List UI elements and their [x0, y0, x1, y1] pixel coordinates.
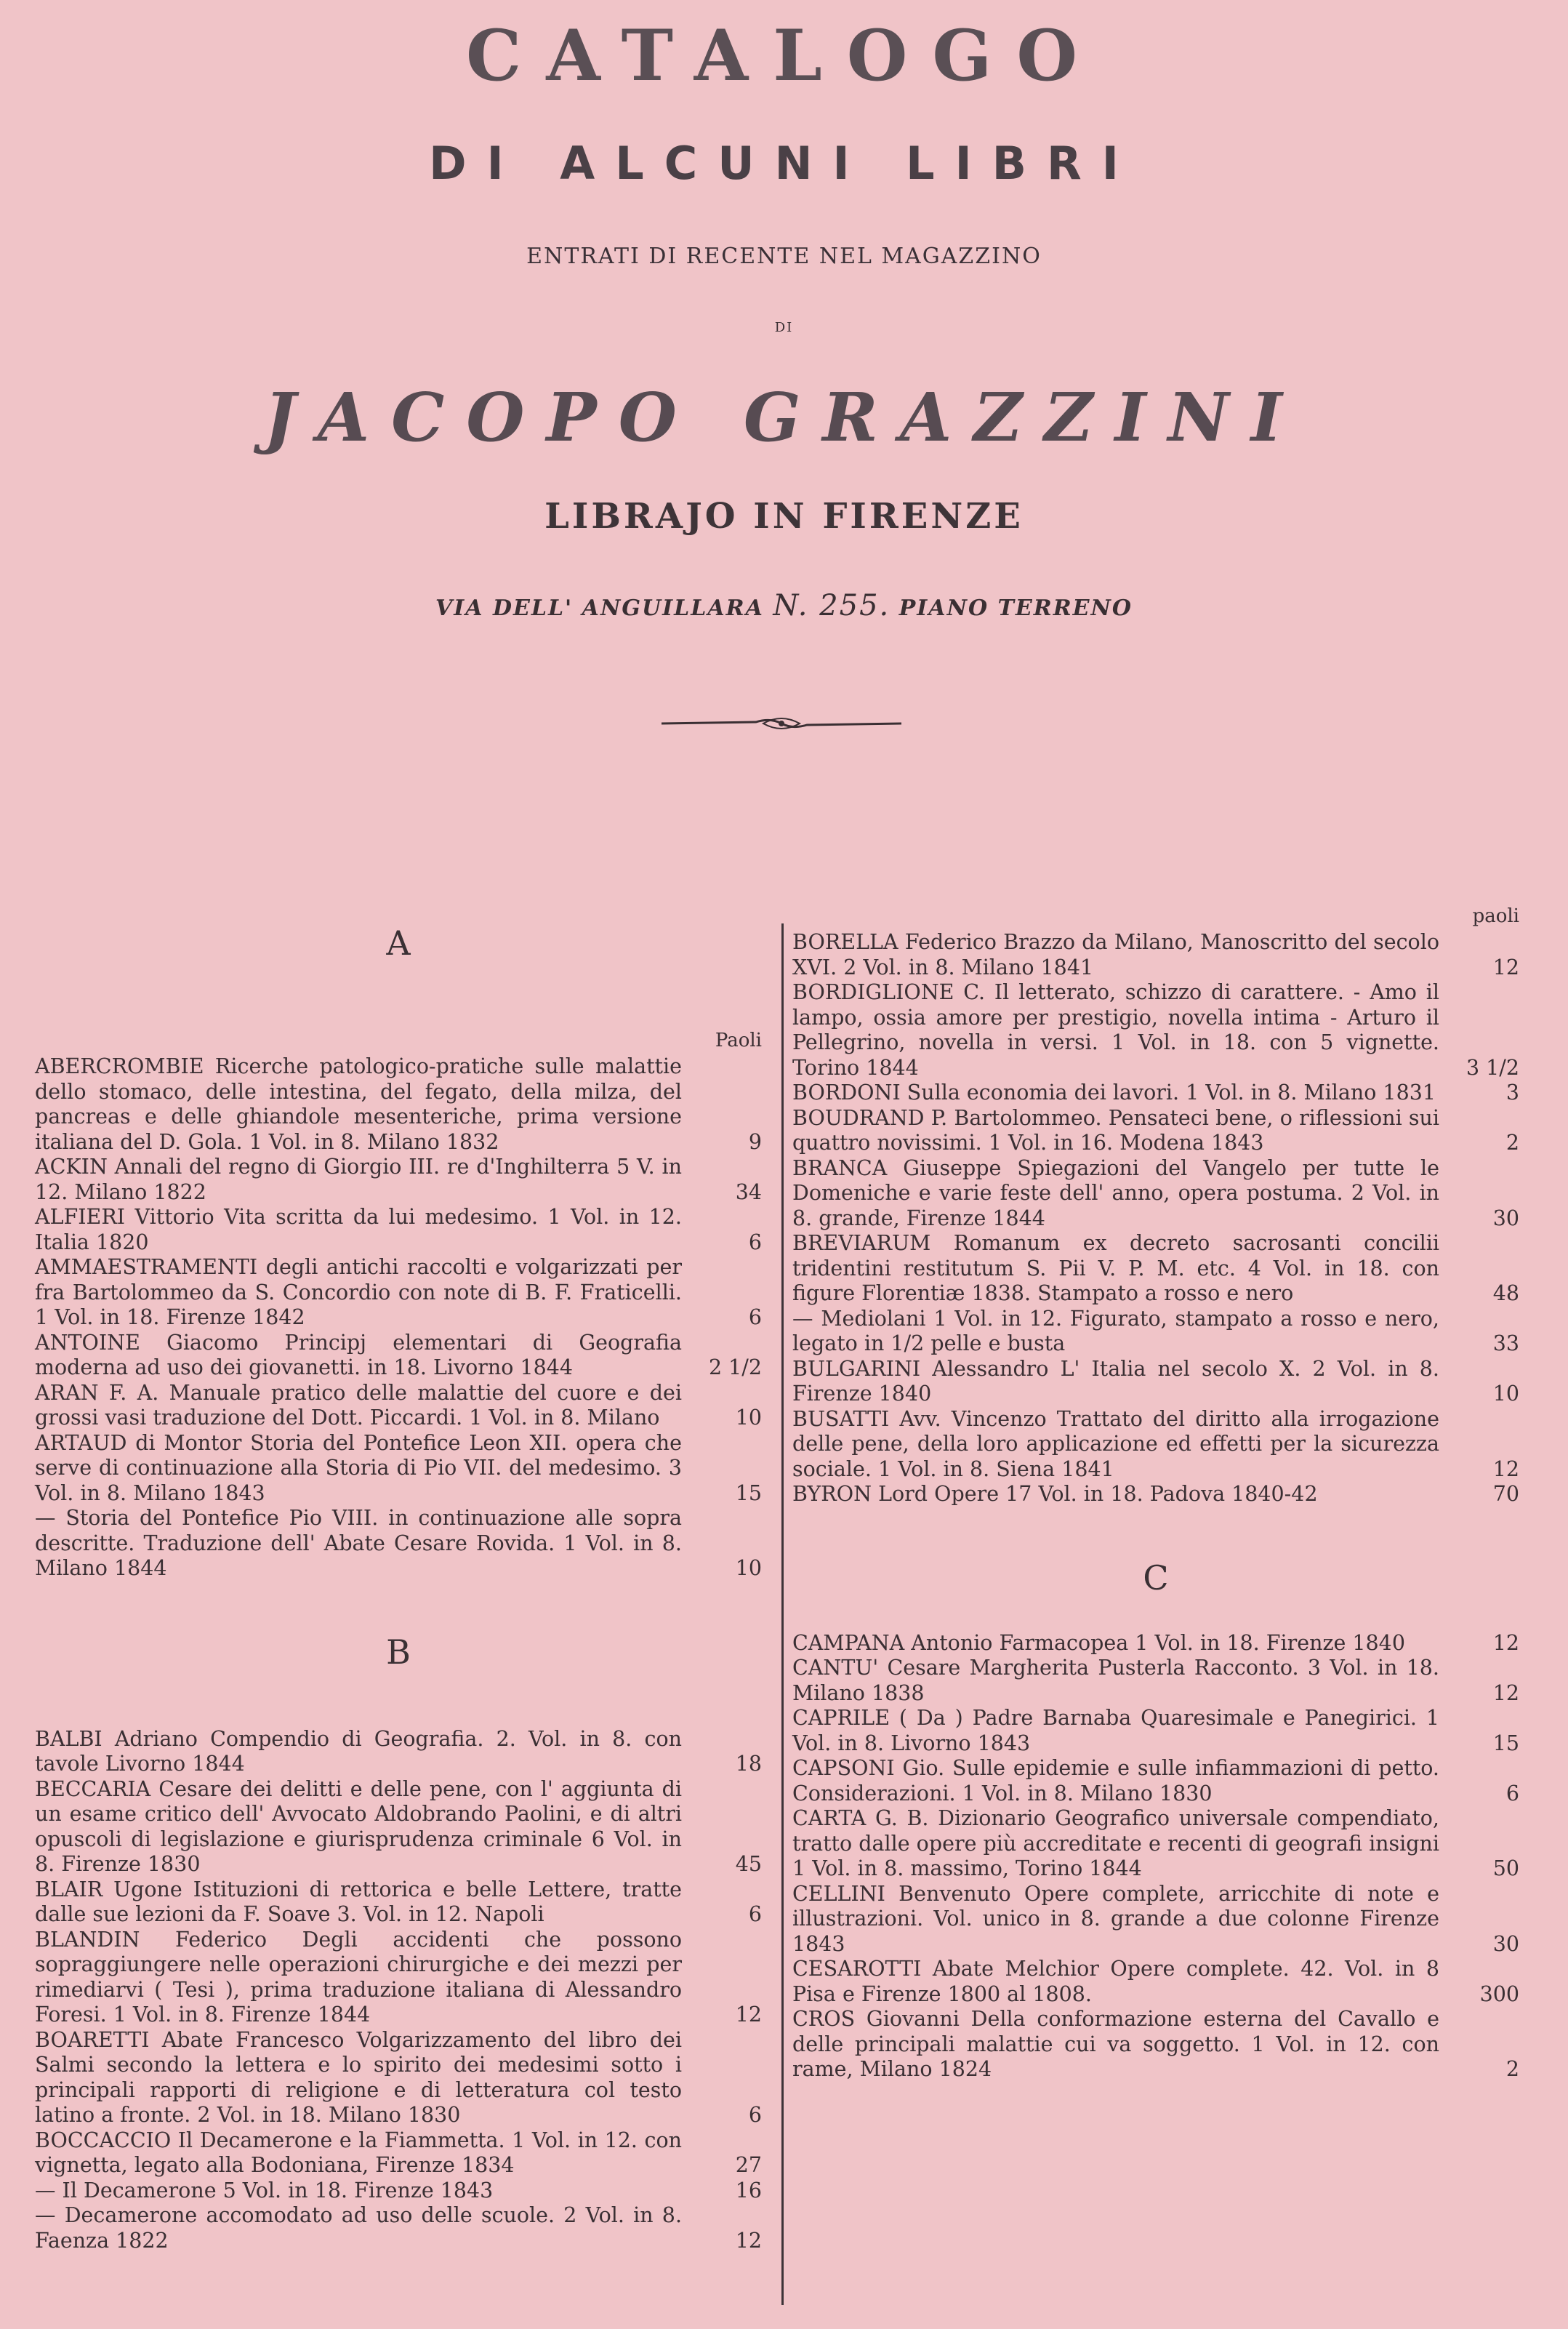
catalog-entry	[35, 1777, 762, 1877]
price-header: Paoli	[715, 1030, 762, 1051]
entry-text: BULGARINI Alessandro L' Italia nel secolo X. 2 Vol. in 8. Firenze 1840	[792, 1356, 1439, 1406]
entry-text: BORDONI Sulla economia dei lavori. 1 Vol. in 8. Milano 1831	[792, 1081, 1436, 1105]
catalog-entry	[792, 1106, 1519, 1156]
entry-price: 33	[1492, 1331, 1519, 1355]
catalog-entry	[792, 1806, 1519, 1882]
entry-price: 30	[1492, 1206, 1519, 1230]
catalog-entry	[792, 1756, 1519, 1806]
entry-price: 34	[735, 1179, 762, 1204]
entries-a	[35, 1054, 762, 1582]
section-letter-c: C	[1143, 1558, 1169, 1598]
catalog-entry	[35, 1205, 762, 1255]
entries-c	[792, 1631, 1519, 2083]
catalog-entry	[35, 2178, 762, 2204]
catalog-entry	[792, 1656, 1519, 1706]
address-floor: PIANO TERRENO	[898, 596, 1133, 621]
catalog-entry	[792, 1882, 1519, 1957]
entry-price: 12	[1492, 1630, 1519, 1655]
catalog-title: CATALOGO	[465, 15, 1103, 97]
entry-price: 9	[748, 1129, 762, 1154]
entry-text: CESAROTTI Abate Melchior Opere complete. 42. Vol. in 8 Pisa e Firenze 1800 al 1808.	[792, 1957, 1439, 2006]
bookseller-name: JACOPO GRAZZINI	[264, 378, 1304, 457]
entry-text: BYRON Lord Opere 17 Vol. in 18. Padova 1840-42	[792, 1482, 1318, 1506]
entry-text: — Storia del Pontefice Pio VIII. in continuazione alle sopra descritte. Traduzione dell' Abate Cesare Rovida. 1 Vol. in 8. Milano 1844	[35, 1506, 682, 1580]
entry-price: 6	[748, 1230, 762, 1254]
left-column	[35, 923, 762, 2253]
entry-text: ARAN F. A. Manuale pratico delle malattie del cuore e dei grossi vasi traduzione del Dott. Piccardi. 1 Vol. in 8. Milano	[35, 1380, 682, 1430]
entry-price: 12	[1492, 1680, 1519, 1705]
entries-b-continued	[792, 930, 1519, 1507]
entry-price: 70	[1492, 1482, 1519, 1506]
catalog-entry	[35, 1506, 762, 1582]
catalog-entry	[792, 1631, 1519, 1656]
catalog-subtitle: DI ALCUNI LIBRI	[429, 137, 1139, 190]
right-column	[792, 905, 1519, 2083]
entry-price: 15	[735, 1480, 762, 1505]
entry-text: BRANCA Giuseppe Spiegazioni del Vangelo per tutte le Domeniche e varie feste dell' anno, opera postuma. 2 Vol. in 8. grande, Firenze 1844	[792, 1155, 1439, 1230]
catalog-entry	[35, 1255, 762, 1331]
entry-price: 30	[1492, 1931, 1519, 1956]
catalog-entry	[35, 1155, 762, 1205]
bookseller-profession: LIBRAJO IN FIRENZE	[544, 496, 1024, 537]
catalog-entry	[792, 1357, 1519, 1407]
intro-di: DI	[774, 320, 794, 335]
ornament-divider	[662, 709, 901, 738]
catalog-entry	[35, 1877, 762, 1928]
catalog-entry	[792, 1307, 1519, 1357]
entry-text: BORDIGLIONE C. Il letterato, schizzo di carattere. - Amo il lampo, ossia amore per prestigio, novella intima - Arturo il Pellegrino, novella in versi. 1 Vol. in 18. con 5 vignette. Torino 1844	[792, 980, 1439, 1080]
entry-price: 10	[735, 1406, 762, 1430]
entry-text: CAPRILE ( Da ) Padre Barnaba Quaresimale e Panegirici. 1 Vol. in 8. Livorno 1843	[792, 1706, 1439, 1755]
entry-text: BORELLA Federico Brazzo da Milano, Manoscritto del secolo XVI. 2 Vol. in 8. Milano 1841	[792, 930, 1439, 979]
catalog-entry	[35, 1331, 762, 1381]
entry-price: 48	[1492, 1281, 1519, 1305]
entry-text: CAMPANA Antonio Farmacopea 1 Vol. in 18. Firenze 1840	[792, 1630, 1405, 1655]
section-letter-b: B	[386, 1632, 411, 1672]
entry-price: 6	[748, 1305, 762, 1329]
entry-text: ARTAUD di Montor Storia del Pontefice Leon XII. opera che serve di continuazione alla Storia di Pio VII. del medesimo. 3 Vol. in 8. Milano 1843	[35, 1430, 682, 1505]
entry-text: ABERCROMBIE Ricerche patologico-pratiche sulle malattie dello stomaco, delle intestina, del fegato, della milza, del pancreas e delle ghiandole mesenteriche, prima versione italiana del D. Gola. 1 Vol. in 8. Milano 1832	[35, 1054, 682, 1154]
catalog-entry	[35, 2203, 762, 2253]
address-number: N. 255.	[773, 589, 890, 622]
entry-text: CARTA G. B. Dizionario Geografico universale compendiato, tratto dalle opere più accreditate e recenti di geografi insigni 1 Vol. in 8. massimo, Torino 1844	[792, 1806, 1439, 1880]
entry-price: 6	[748, 2103, 762, 2127]
catalog-entry	[792, 1231, 1519, 1307]
entry-text: CELLINI Benvenuto Opere complete, arricchite di note e illustrazioni. Vol. unico in 8. grande a due colonne Firenze 1843	[792, 1881, 1439, 1956]
catalog-entry	[792, 1156, 1519, 1232]
entry-price: 12	[1492, 1456, 1519, 1481]
entry-text: ANTOINE Giacomo Principj elementari di Geografia moderna ad uso dei giovanetti. in 18. Livorno 1844	[35, 1330, 682, 1379]
entry-text: BLAIR Ugone Istituzioni di rettorica e belle Lettere, tratte dalle sue lezioni da F. Soave 3. Vol. in 12. Napoli	[35, 1877, 682, 1926]
entry-price: 27	[735, 2153, 762, 2177]
entry-text: BUSATTI Avv. Vincenzo Trattato del diritto alla irrogazione delle pene, della loro applicazione ed effetti per la sicurezza sociale. 1 Vol. in 8. Siena 1841	[792, 1406, 1439, 1481]
entry-price: 6	[1505, 1781, 1519, 1805]
price-header-right: paoli	[1472, 905, 1519, 927]
entry-price: 18	[735, 1752, 762, 1776]
section-letter-a: A	[386, 923, 411, 963]
entry-text: ACKIN Annali del regno di Giorgio III. re d'Inghilterra 5 V. in 12. Milano 1822	[35, 1155, 682, 1204]
entry-price: 15	[1492, 1731, 1519, 1755]
entry-text: CANTU' Cesare Margherita Pusterla Racconto. 3 Vol. in 18. Milano 1838	[792, 1656, 1439, 1705]
entry-price: 2	[1505, 2057, 1519, 2081]
catalog-entry	[35, 1054, 762, 1155]
entry-price: 12	[1492, 955, 1519, 979]
entry-price: 300	[1479, 1981, 1519, 2006]
entry-text: BALBI Adriano Compendio di Geografia. 2. Vol. in 8. con tavole Livorno 1844	[35, 1726, 682, 1776]
entry-text: CAPSONI Gio. Sulle epidemie e sulle infiammazioni di petto. Considerazioni. 1 Vol. in 8. Milano 1830	[792, 1756, 1439, 1805]
entry-text: BOUDRAND P. Bartolommeo. Pensateci bene, o riflessioni sui quattro novissimi. 1 Vol. in 16. Modena 1843	[792, 1105, 1439, 1155]
catalog-entry	[792, 1957, 1519, 2007]
entries-b	[35, 1727, 762, 2254]
entry-text: CROS Giovanni Della conformazione esterna del Cavallo e delle principali malattie cui va soggetto. 1 Vol. in 12. con rame, Milano 1824	[792, 2007, 1439, 2081]
catalog-entry	[792, 930, 1519, 980]
entry-price: 3	[1505, 1081, 1519, 1105]
entry-text: BOARETTI Abate Francesco Volgarizzamento del libro dei Salmi secondo la lettera e lo spirito dei medesimi sotto i principali rapporti di religione e di letteratura col testo latino a fronte. 2 Vol. in 18. Milano 1830	[35, 2027, 682, 2127]
catalog-entry	[792, 980, 1519, 1081]
address-street: VIA DELL' ANGUILLARA	[435, 596, 764, 621]
entry-price: 12	[735, 2228, 762, 2253]
entry-text: BOCCACCIO Il Decamerone e la Fiammetta. 1 Vol. in 12. con vignetta, legato alla Bodoniana, Firenze 1834	[35, 2128, 682, 2177]
catalog-entry	[792, 2007, 1519, 2083]
entry-text: BLANDIN Federico Degli accidenti che possono sopraggiungere nelle operazioni chirurgiche e dei mezzi per rimediarvi ( Tesi ), prima traduzione italiana di Alessandro Foresi. 1 Vol. in 8. Firenze 1844	[35, 1927, 682, 2027]
entry-text: ALFIERI Vittorio Vita scritta da lui medesimo. 1 Vol. in 12. Italia 1820	[35, 1205, 682, 1254]
catalog-entry	[35, 2028, 762, 2128]
entry-price: 6	[748, 1902, 762, 1926]
catalog-entry	[792, 1706, 1519, 1756]
entry-price: 2	[1505, 1131, 1519, 1155]
entry-price: 3 1/2	[1466, 1055, 1519, 1080]
entry-price: 12	[735, 2003, 762, 2027]
entry-text: BECCARIA Cesare dei delitti e delle pene, con l' aggiunta di un esame critico dell' Avvocato Aldobrando Paolini, e di altri opuscoli di legislazione e giurisprudenza criminale 6 Vol. in 8. Firenze 1830	[35, 1776, 682, 1876]
entry-price: 2 1/2	[708, 1355, 762, 1379]
catalog-entry	[35, 1928, 762, 2028]
column-divider	[781, 923, 784, 2305]
catalog-entry	[35, 1431, 762, 1507]
entry-text: AMMAESTRAMENTI degli antichi raccolti e volgarizzati per fra Bartolommeo da S. Concordio con note di B. F. Fraticelli. 1 Vol. in 18. Firenze 1842	[35, 1255, 682, 1329]
catalog-entry	[35, 1381, 762, 1431]
entry-text: — Decamerone accomodato ad uso delle scuole. 2 Vol. in 8. Faenza 1822	[35, 2203, 682, 2253]
intro-line: ENTRATI DI RECENTE NEL MAGAZZINO	[526, 244, 1042, 269]
catalog-entry	[792, 1081, 1519, 1106]
entry-price: 50	[1492, 1856, 1519, 1880]
entry-text: — Il Decamerone 5 Vol. in 18. Firenze 1843	[35, 2178, 494, 2202]
entry-price: 10	[735, 1556, 762, 1580]
entry-price: 16	[735, 2178, 762, 2202]
entry-text: BREVIARUM Romanum ex decreto sacrosanti concilii tridentini restitutum S. Pii V. P. M. etc. 4 Vol. in 18. con figure Florentiæ 1838. Stampato a rosso e nero	[792, 1231, 1439, 1305]
catalog-entry	[35, 1727, 762, 1777]
catalog-entry	[35, 2128, 762, 2178]
entry-text: — Mediolani 1 Vol. in 12. Figurato, stampato a rosso e nero, legato in 1/2 pelle e busta	[792, 1306, 1439, 1355]
entry-price: 45	[735, 1852, 762, 1876]
catalog-entry	[792, 1482, 1519, 1507]
catalog-entry	[792, 1407, 1519, 1483]
bookseller-address	[0, 589, 1568, 622]
entry-price: 10	[1492, 1382, 1519, 1406]
